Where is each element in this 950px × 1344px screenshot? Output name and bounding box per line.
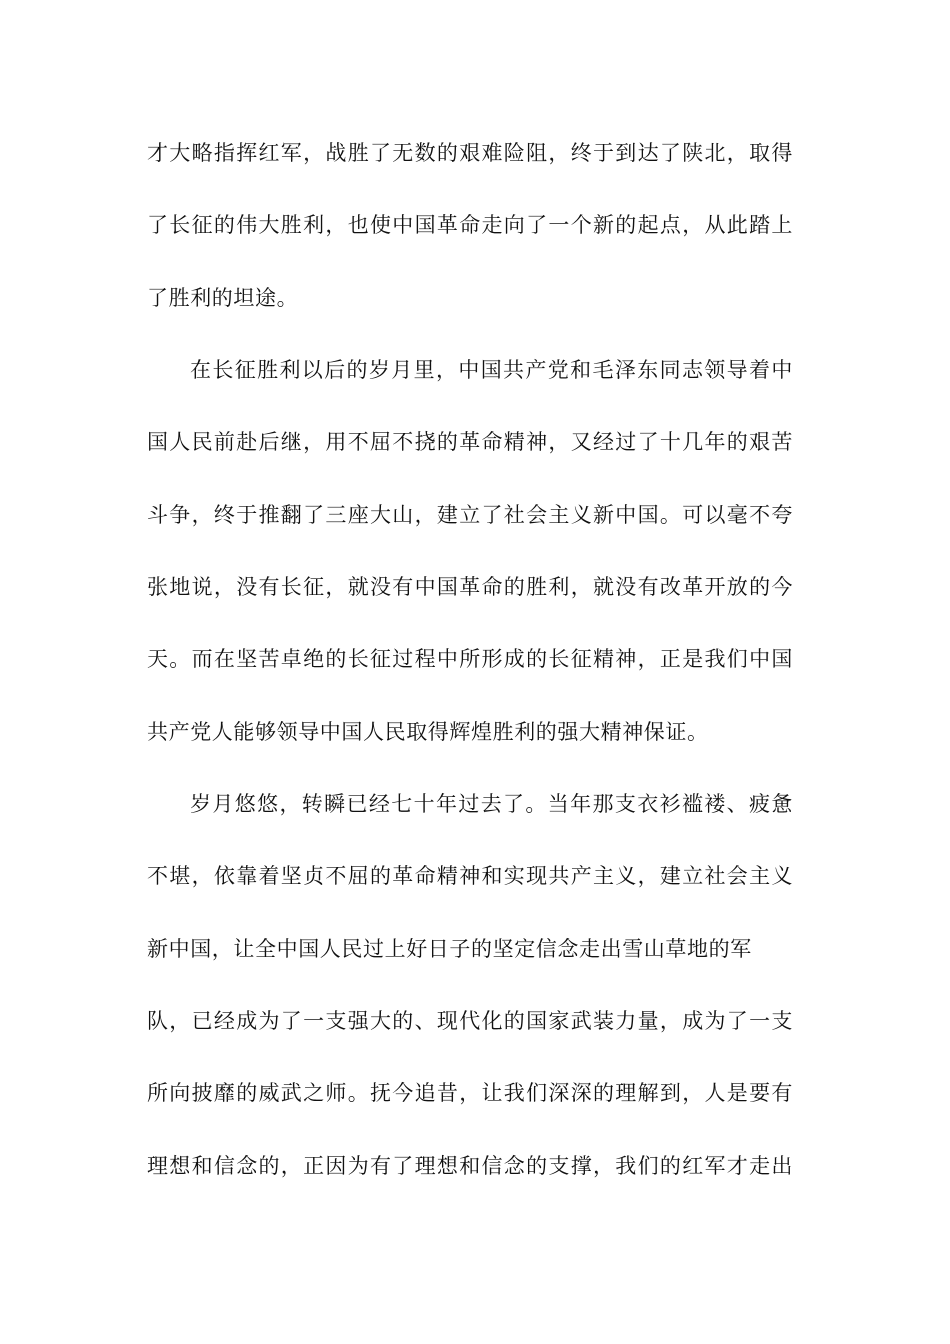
- text-line: 才大略指挥红军，战胜了无数的艰难险阻，终于到达了陕北，取得: [147, 141, 793, 165]
- text-line: 张地说，没有长征，就没有中国革命的胜利，就没有改革开放的今: [147, 575, 793, 599]
- text-line: 新中国，让全中国人民过上好日子的坚定信念走出雪山草地的军: [147, 937, 752, 961]
- text-line: 队，已经成为了一支强大的、现代化的国家武装力量，成为了一支: [147, 1009, 793, 1033]
- text-line: 所向披靡的威武之师。抚今追昔，让我们深深的理解到，人是要有: [147, 1081, 793, 1105]
- text-line: 国人民前赴后继，用不屈不挠的革命精神，又经过了十几年的艰苦: [147, 430, 793, 454]
- text-line: 天。而在坚苦卓绝的长征过程中所形成的长征精神，正是我们中国: [147, 647, 793, 671]
- paragraph-first-line: 岁月悠悠，转瞬已经七十年过去了。当年那支衣衫褴褛、疲惫: [190, 792, 793, 816]
- text-line: 了胜利的坦途。: [147, 286, 299, 310]
- text-line: 不堪，依靠着坚贞不屈的革命精神和实现共产主义，建立社会主义: [147, 864, 793, 888]
- text-line: 斗争，终于推翻了三座大山，建立了社会主义新中国。可以毫不夸: [147, 503, 793, 527]
- paragraph-first-line: 在长征胜利以后的岁月里，中国共产党和毛泽东同志领导着中: [190, 358, 793, 382]
- text-line: 了长征的伟大胜利，也使中国革命走向了一个新的起点，从此踏上: [147, 213, 793, 237]
- text-line: 理想和信念的，正因为有了理想和信念的支撑，我们的红军才走出: [147, 1154, 793, 1178]
- text-line: 共产党人能够领导中国人民取得辉煌胜利的强大精神保证。: [147, 720, 709, 744]
